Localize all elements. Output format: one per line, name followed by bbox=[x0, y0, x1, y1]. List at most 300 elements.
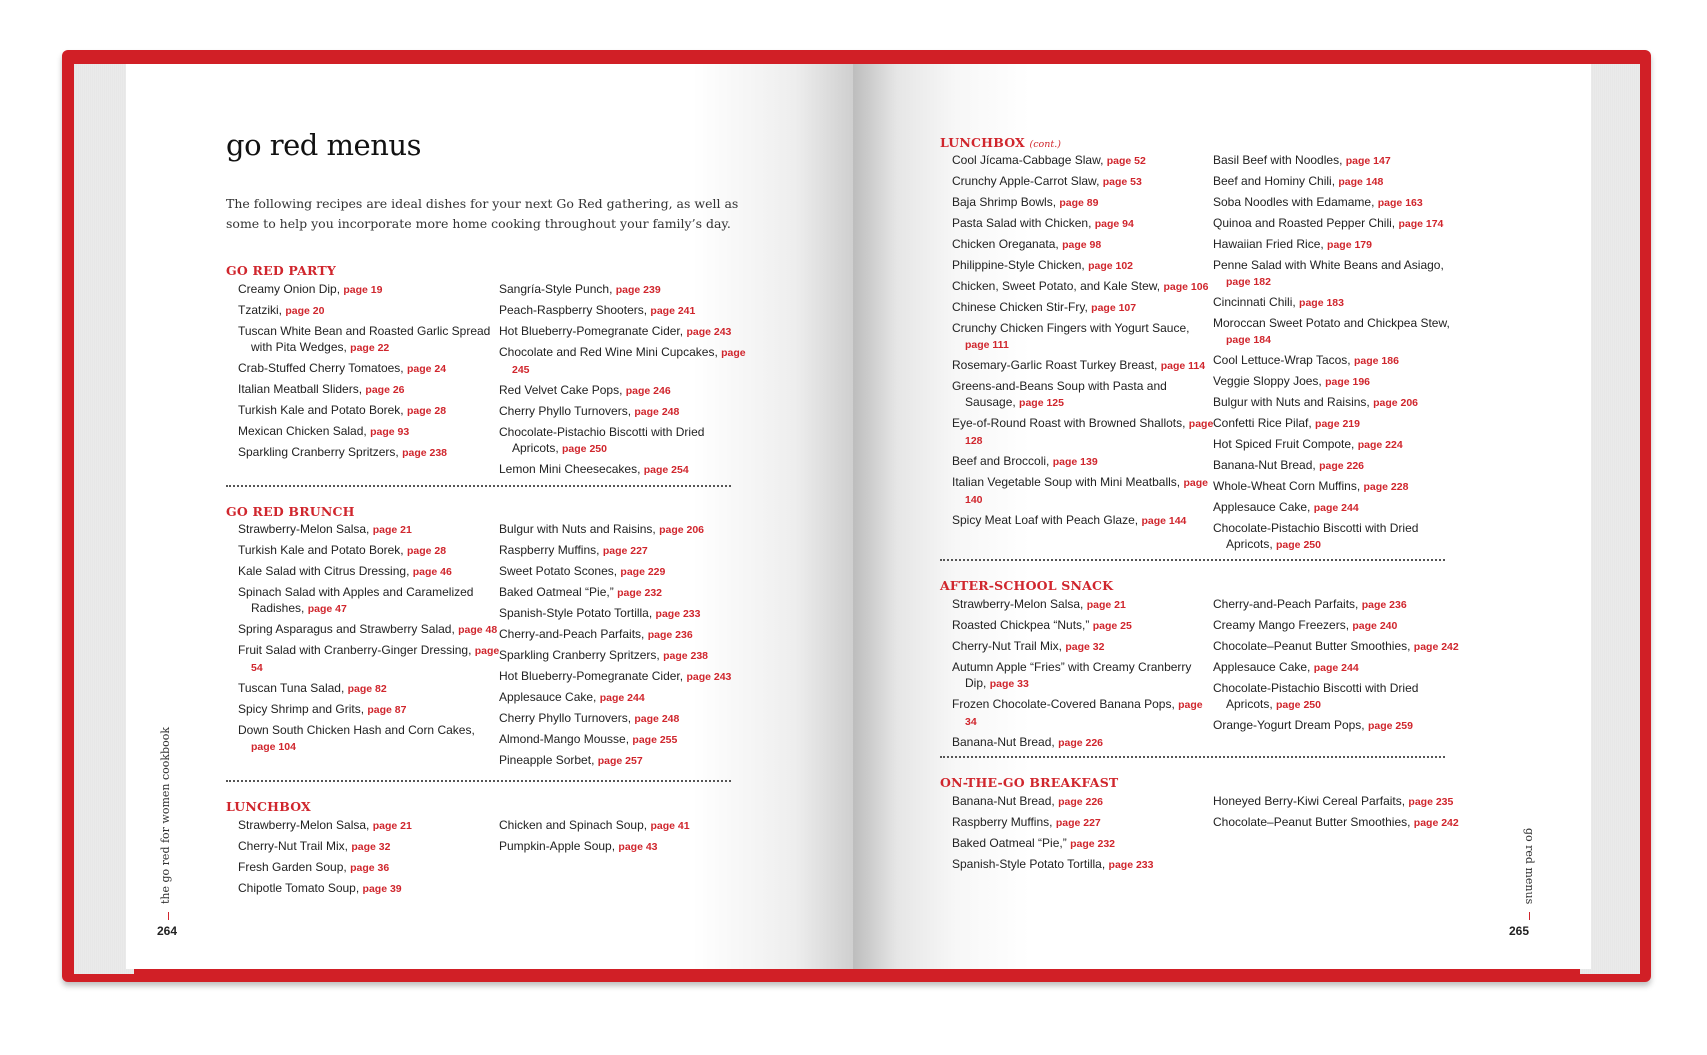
page-reference: page 128 bbox=[965, 418, 1214, 447]
recipe-entry bbox=[499, 281, 747, 298]
page-reference: page 250 bbox=[1276, 699, 1321, 711]
intro-text: The following recipes are ideal dishes for your next Go Red gathering, as well as some to help you incorporate more home cooking throughout your family’s day. bbox=[226, 196, 739, 231]
page-reference: page 47 bbox=[307, 603, 347, 615]
page-reference: page 32 bbox=[1065, 641, 1105, 653]
page-reference: page 245 bbox=[512, 347, 746, 376]
recipe-name: Pumpkin-Apple Soup, bbox=[499, 839, 619, 853]
page-reference: page 24 bbox=[406, 363, 447, 375]
recipe-name: Banana-Nut Bread, bbox=[952, 735, 1059, 749]
recipe-entry bbox=[499, 323, 747, 340]
recipe-entry bbox=[238, 423, 500, 440]
recipe-name: Chicken, Sweet Potato, and Kale Stew, bbox=[952, 279, 1164, 293]
page-title: go red menus bbox=[226, 128, 421, 162]
recipe-entry bbox=[952, 814, 1214, 831]
page-reference: page 125 bbox=[1019, 397, 1064, 409]
page-reference: page 34 bbox=[965, 699, 1203, 728]
page-reference: page 259 bbox=[1367, 720, 1413, 732]
recipe-entry bbox=[499, 302, 747, 319]
page-reference: page 163 bbox=[1377, 197, 1423, 209]
page-reference: page 43 bbox=[618, 841, 658, 853]
recipe-entry bbox=[952, 696, 1214, 730]
recipe-entry bbox=[952, 173, 1214, 190]
page-reference: page 232 bbox=[617, 587, 663, 599]
recipe-entry bbox=[238, 859, 500, 876]
recipe-name: Beef and Hominy Chili, bbox=[1213, 174, 1339, 188]
page-reference: page 87 bbox=[367, 704, 407, 716]
recipe-entry bbox=[1213, 294, 1461, 311]
running-title-mark bbox=[1529, 912, 1530, 920]
recipe-name: Strawberry-Melon Salsa, bbox=[238, 818, 373, 832]
recipe-entry bbox=[952, 320, 1214, 353]
recipe-entry bbox=[1213, 814, 1461, 831]
recipe-entry bbox=[952, 835, 1214, 852]
page-reference: page 114 bbox=[1160, 360, 1206, 372]
page-reference: page 39 bbox=[362, 883, 402, 895]
page-reference: page 48 bbox=[458, 624, 498, 636]
page-reference: page 46 bbox=[412, 566, 452, 578]
recipe-entry bbox=[499, 817, 747, 834]
recipe-entry bbox=[238, 360, 500, 377]
recipe-entry bbox=[1213, 315, 1461, 348]
recipe-entry bbox=[238, 281, 500, 298]
section-heading-lunchbox-cont bbox=[940, 135, 1061, 150]
recipe-name: Italian Vegetable Soup with Mini Meatballs, bbox=[952, 475, 1184, 489]
recipe-entry bbox=[952, 299, 1214, 316]
recipe-entry bbox=[952, 415, 1214, 449]
recipe-name: Greens-and-Beans Soup with Pasta and Sausage, bbox=[952, 379, 1167, 409]
section-heading-party: GO RED PARTY bbox=[226, 263, 337, 278]
recipe-name: Lemon Mini Cheesecakes, bbox=[499, 462, 644, 476]
page-reference: page 148 bbox=[1338, 176, 1384, 188]
recipe-name: Basil Beef with Noodles, bbox=[1213, 153, 1346, 167]
page-reference: page 25 bbox=[1092, 620, 1132, 632]
recipe-name: Whole-Wheat Corn Muffins, bbox=[1213, 479, 1364, 493]
snack-col2 bbox=[1213, 596, 1461, 738]
recipe-entry bbox=[238, 817, 500, 834]
recipe-entry bbox=[1213, 793, 1461, 810]
page-reference: page 243 bbox=[686, 326, 732, 338]
recipe-name: Spicy Meat Loaf with Peach Glaze, bbox=[952, 513, 1142, 527]
breakfast-col1 bbox=[952, 793, 1214, 877]
page-reference: page 206 bbox=[659, 524, 705, 536]
recipe-name: Cherry-Nut Trail Mix, bbox=[238, 839, 352, 853]
section-heading-breakfast: ON-THE-GO BREAKFAST bbox=[940, 775, 1119, 790]
page-reference: page 257 bbox=[597, 755, 643, 767]
recipe-entry bbox=[952, 378, 1214, 411]
recipe-entry bbox=[499, 752, 747, 769]
recipe-entry bbox=[952, 512, 1214, 529]
recipe-name: Creamy Onion Dip, bbox=[238, 282, 344, 296]
recipe-entry bbox=[499, 626, 747, 643]
page-reference: page 244 bbox=[599, 692, 645, 704]
section-divider bbox=[940, 559, 1445, 561]
recipe-entry bbox=[499, 542, 747, 559]
recipe-name: Spicy Shrimp and Grits, bbox=[238, 702, 368, 716]
recipe-entry bbox=[1213, 499, 1461, 516]
page-reference: page 255 bbox=[632, 734, 678, 746]
page-reference: page 21 bbox=[372, 524, 412, 536]
recipe-entry bbox=[1213, 717, 1461, 734]
recipe-name: Cool Jícama-Cabbage Slaw, bbox=[952, 153, 1107, 167]
right-page bbox=[853, 64, 1591, 969]
recipe-name: Eye-of-Round Roast with Browned Shallots, bbox=[952, 416, 1189, 430]
recipe-name: Cherry-and-Peach Parfaits, bbox=[1213, 597, 1362, 611]
page-reference: page 28 bbox=[406, 545, 447, 557]
page-reference: page 242 bbox=[1413, 641, 1459, 653]
recipe-name: Applesauce Cake, bbox=[499, 690, 600, 704]
recipe-entry bbox=[1213, 352, 1461, 369]
recipe-name: Red Velvet Cake Pops, bbox=[499, 383, 626, 397]
page-reference: page 226 bbox=[1319, 460, 1365, 472]
page-reference: page 229 bbox=[620, 566, 666, 578]
recipe-name: Sweet Potato Scones, bbox=[499, 564, 621, 578]
recipe-name: Tuscan White Bean and Roasted Garlic Spread with Pita Wedges, bbox=[238, 324, 491, 354]
recipe-name: Rosemary-Garlic Roast Turkey Breast, bbox=[952, 358, 1161, 372]
recipe-name: Chocolate-Pistachio Biscotti with Dried Apricots, bbox=[499, 425, 705, 455]
recipe-name: Soba Noodles with Edamame, bbox=[1213, 195, 1378, 209]
lunchbox-col1 bbox=[238, 817, 500, 901]
recipe-entry bbox=[952, 357, 1214, 374]
recipe-name: Crunchy Apple-Carrot Slaw, bbox=[952, 174, 1103, 188]
recipe-name: Applesauce Cake, bbox=[1213, 660, 1314, 674]
running-title-mark bbox=[168, 912, 169, 920]
recipe-name: Pasta Salad with Chicken, bbox=[952, 216, 1095, 230]
recipe-entry bbox=[499, 461, 747, 478]
recipe-entry bbox=[1213, 152, 1461, 169]
page-reference: page 53 bbox=[1102, 176, 1142, 188]
recipe-entry bbox=[499, 689, 747, 706]
recipe-name: Moroccan Sweet Potato and Chickpea Stew, bbox=[1213, 316, 1450, 330]
recipe-name: Creamy Mango Freezers, bbox=[1213, 618, 1353, 632]
running-title: go red menus bbox=[1523, 828, 1536, 905]
page-reference: page 102 bbox=[1088, 260, 1134, 272]
recipe-entry bbox=[238, 584, 500, 617]
recipe-name: Sparkling Cranberry Spritzers, bbox=[499, 648, 664, 662]
recipe-entry bbox=[1213, 257, 1461, 290]
recipe-name: Philippine-Style Chicken, bbox=[952, 258, 1089, 272]
recipe-name: Honeyed Berry-Kiwi Cereal Parfaits, bbox=[1213, 794, 1409, 808]
recipe-entry bbox=[952, 257, 1214, 274]
lunchbox-cont-col1 bbox=[952, 152, 1214, 533]
recipe-entry bbox=[1213, 436, 1461, 453]
recipe-entry bbox=[1213, 215, 1461, 232]
recipe-name: Chocolate–Peanut Butter Smoothies, bbox=[1213, 639, 1414, 653]
recipe-entry bbox=[238, 701, 500, 718]
page-reference: page 89 bbox=[1059, 197, 1099, 209]
lunchbox-col2 bbox=[499, 817, 747, 859]
recipe-name: Almond-Mango Mousse, bbox=[499, 732, 633, 746]
page-reference: page 242 bbox=[1413, 817, 1459, 829]
page-reference: page 182 bbox=[1226, 276, 1271, 288]
recipe-entry bbox=[499, 668, 747, 685]
breakfast-col2 bbox=[1213, 793, 1461, 835]
recipe-entry bbox=[1213, 659, 1461, 676]
recipe-name: Raspberry Muffins, bbox=[952, 815, 1056, 829]
page-reference: page 140 bbox=[965, 477, 1208, 506]
page-reference: page 227 bbox=[602, 545, 648, 557]
recipe-entry bbox=[952, 474, 1214, 508]
recipe-entry bbox=[1213, 680, 1461, 713]
page-reference: page 139 bbox=[1052, 456, 1098, 468]
left-page bbox=[126, 64, 853, 969]
recipe-name: Cherry-and-Peach Parfaits, bbox=[499, 627, 648, 641]
page-reference: page 147 bbox=[1345, 155, 1391, 167]
recipe-name: Hot Blueberry-Pomegranate Cider, bbox=[499, 324, 687, 338]
recipe-entry bbox=[499, 605, 747, 622]
page-reference: page 174 bbox=[1398, 218, 1444, 230]
recipe-entry bbox=[499, 710, 747, 727]
page-number: 264 bbox=[157, 924, 178, 938]
recipe-entry bbox=[499, 382, 747, 399]
page-reference: page 226 bbox=[1058, 737, 1104, 749]
recipe-name: Frozen Chocolate-Covered Banana Pops, bbox=[952, 697, 1179, 711]
page-reference: page 238 bbox=[663, 650, 709, 662]
page-reference: page 250 bbox=[562, 443, 607, 455]
recipe-entry bbox=[952, 194, 1214, 211]
recipe-entry bbox=[499, 563, 747, 580]
section-heading-text: LUNCHBOX bbox=[940, 135, 1025, 150]
page-reference: page 227 bbox=[1055, 817, 1101, 829]
recipe-name: Chipotle Tomato Soup, bbox=[238, 881, 363, 895]
page-reference: page 28 bbox=[406, 405, 447, 417]
recipe-entry bbox=[1213, 373, 1461, 390]
page-reference: page 52 bbox=[1106, 155, 1146, 167]
recipe-entry bbox=[1213, 617, 1461, 634]
recipe-name: Crunchy Chicken Fingers with Yogurt Sauce, bbox=[952, 321, 1190, 335]
page-reference: page 241 bbox=[650, 305, 696, 317]
recipe-name: Confetti Rice Pilaf, bbox=[1213, 416, 1316, 430]
recipe-entry bbox=[952, 215, 1214, 232]
recipe-name: Veggie Sloppy Joes, bbox=[1213, 374, 1326, 388]
recipe-name: Spring Asparagus and Strawberry Salad, bbox=[238, 622, 459, 636]
recipe-name: Banana-Nut Bread, bbox=[1213, 458, 1320, 472]
continued-note: (cont.) bbox=[1029, 139, 1061, 150]
page-reference: page 246 bbox=[625, 385, 671, 397]
recipe-name: Baked Oatmeal “Pie,” bbox=[952, 836, 1071, 850]
recipe-name: Cherry Phyllo Turnovers, bbox=[499, 404, 635, 418]
recipe-entry bbox=[952, 659, 1214, 692]
lunchbox-cont-col2 bbox=[1213, 152, 1461, 557]
recipe-name: Pineapple Sorbet, bbox=[499, 753, 598, 767]
recipe-entry bbox=[238, 642, 500, 676]
page-reference: page 106 bbox=[1163, 281, 1209, 293]
recipe-name: Turkish Kale and Potato Borek, bbox=[238, 543, 407, 557]
page-reference: page 22 bbox=[350, 342, 390, 354]
recipe-name: Cherry-Nut Trail Mix, bbox=[952, 639, 1066, 653]
recipe-name: Hot Spiced Fruit Compote, bbox=[1213, 437, 1358, 451]
recipe-entry bbox=[1213, 596, 1461, 613]
brunch-col1 bbox=[238, 521, 500, 759]
recipe-name: Chocolate-Pistachio Biscotti with Dried Apricots, bbox=[1213, 681, 1419, 711]
page-reference: page 26 bbox=[365, 384, 405, 396]
section-divider bbox=[226, 780, 731, 782]
page-reference: page 244 bbox=[1313, 502, 1359, 514]
page-reference: page 82 bbox=[347, 683, 387, 695]
page-reference: page 206 bbox=[1373, 397, 1419, 409]
page-reference: page 236 bbox=[647, 629, 693, 641]
page-reference: page 235 bbox=[1408, 796, 1454, 808]
page-reference: page 104 bbox=[251, 741, 296, 753]
recipe-name: Chocolate–Peanut Butter Smoothies, bbox=[1213, 815, 1414, 829]
recipe-name: Kale Salad with Citrus Dressing, bbox=[238, 564, 413, 578]
page-reference: page 107 bbox=[1091, 302, 1137, 314]
recipe-name: Bulgur with Nuts and Raisins, bbox=[499, 522, 660, 536]
page-reference: page 238 bbox=[402, 447, 448, 459]
recipe-name: Spanish-Style Potato Tortilla, bbox=[952, 857, 1109, 871]
recipe-entry bbox=[238, 402, 500, 419]
recipe-entry bbox=[952, 734, 1214, 751]
recipe-entry bbox=[238, 722, 500, 755]
page-reference: page 232 bbox=[1070, 838, 1116, 850]
recipe-entry bbox=[499, 731, 747, 748]
recipe-entry bbox=[238, 381, 500, 398]
page-reference: page 20 bbox=[285, 305, 325, 317]
page-reference: page 244 bbox=[1313, 662, 1359, 674]
recipe-entry bbox=[952, 856, 1214, 873]
recipe-name: Roasted Chickpea “Nuts,” bbox=[952, 618, 1093, 632]
page-reference: page 243 bbox=[686, 671, 732, 683]
party-col1 bbox=[238, 281, 500, 465]
page-reference: page 111 bbox=[965, 339, 1009, 351]
running-title: the go red for women cookbook bbox=[159, 726, 172, 904]
brunch-col2 bbox=[499, 521, 747, 773]
recipe-entry bbox=[1213, 457, 1461, 474]
recipe-name: Bulgur with Nuts and Raisins, bbox=[1213, 395, 1374, 409]
recipe-name: Spinach Salad with Apples and Caramelized Radishes, bbox=[238, 585, 474, 615]
recipe-entry bbox=[238, 542, 500, 559]
recipe-name: Spanish-Style Potato Tortilla, bbox=[499, 606, 656, 620]
page-reference: page 226 bbox=[1058, 796, 1104, 808]
snack-col1 bbox=[952, 596, 1214, 755]
recipe-name: Applesauce Cake, bbox=[1213, 500, 1314, 514]
page-reference: page 196 bbox=[1325, 376, 1371, 388]
page-reference: page 21 bbox=[372, 820, 412, 832]
recipe-entry bbox=[238, 521, 500, 538]
recipe-name: Fresh Garden Soup, bbox=[238, 860, 351, 874]
recipe-name: Hot Blueberry-Pomegranate Cider, bbox=[499, 669, 687, 683]
recipe-name: Cool Lettuce-Wrap Tacos, bbox=[1213, 353, 1354, 367]
page-reference: page 254 bbox=[643, 464, 689, 476]
recipe-entry bbox=[499, 424, 747, 457]
page-number: 265 bbox=[1509, 924, 1530, 938]
recipe-name: Chocolate and Red Wine Mini Cupcakes, bbox=[499, 345, 722, 359]
page-reference: page 219 bbox=[1315, 418, 1360, 430]
recipe-entry bbox=[238, 323, 500, 356]
page-reference: page 21 bbox=[1086, 599, 1126, 611]
recipe-name: Penne Salad with White Beans and Asiago, bbox=[1213, 258, 1444, 272]
recipe-name: Orange-Yogurt Dream Pops, bbox=[1213, 718, 1368, 732]
recipe-entry bbox=[1213, 236, 1461, 253]
recipe-entry bbox=[952, 596, 1214, 613]
recipe-entry bbox=[238, 444, 500, 461]
page-reference: page 233 bbox=[1108, 859, 1154, 871]
page-reference: page 41 bbox=[650, 820, 690, 832]
recipe-entry bbox=[1213, 415, 1461, 432]
recipe-name: Chocolate-Pistachio Biscotti with Dried Apricots, bbox=[1213, 521, 1419, 551]
recipe-name: Autumn Apple “Fries” with Creamy Cranberry Dip, bbox=[952, 660, 1192, 690]
recipe-entry bbox=[1213, 173, 1461, 190]
recipe-entry bbox=[238, 680, 500, 697]
recipe-name: Turkish Kale and Potato Borek, bbox=[238, 403, 407, 417]
recipe-name: Sparkling Cranberry Spritzers, bbox=[238, 445, 403, 459]
page-reference: page 186 bbox=[1353, 355, 1399, 367]
recipe-entry bbox=[952, 453, 1214, 470]
recipe-entry bbox=[499, 521, 747, 538]
recipe-entry bbox=[1213, 194, 1461, 211]
page-reference: page 236 bbox=[1361, 599, 1407, 611]
page-reference: page 248 bbox=[634, 406, 680, 418]
recipe-name: Tuscan Tuna Salad, bbox=[238, 681, 348, 695]
recipe-name: Strawberry-Melon Salsa, bbox=[952, 597, 1087, 611]
recipe-name: Chicken and Spinach Soup, bbox=[499, 818, 651, 832]
recipe-name: Chicken Oreganata, bbox=[952, 237, 1063, 251]
recipe-entry bbox=[499, 344, 747, 378]
page-reference: page 248 bbox=[634, 713, 680, 725]
recipe-entry bbox=[238, 563, 500, 580]
recipe-name: Raspberry Muffins, bbox=[499, 543, 603, 557]
recipe-entry bbox=[952, 617, 1214, 634]
page-reference: page 233 bbox=[655, 608, 701, 620]
recipe-entry bbox=[499, 647, 747, 664]
recipe-entry bbox=[1213, 520, 1461, 553]
page-reference: page 98 bbox=[1062, 239, 1102, 251]
page-reference: page 184 bbox=[1226, 334, 1271, 346]
page-reference: page 179 bbox=[1327, 239, 1372, 251]
recipe-name: Crab-Stuffed Cherry Tomatoes, bbox=[238, 361, 407, 375]
recipe-entry bbox=[499, 838, 747, 855]
recipe-name: Mexican Chicken Salad, bbox=[238, 424, 371, 438]
recipe-entry bbox=[1213, 478, 1461, 495]
recipe-entry bbox=[952, 152, 1214, 169]
page-reference: page 224 bbox=[1357, 439, 1403, 451]
recipe-entry bbox=[499, 403, 747, 420]
page-reference: page 183 bbox=[1299, 297, 1344, 309]
recipe-entry bbox=[952, 278, 1214, 295]
page-reference: page 54 bbox=[251, 645, 500, 674]
page-reference: page 250 bbox=[1276, 539, 1321, 551]
page-reference: page 240 bbox=[1352, 620, 1398, 632]
section-divider bbox=[940, 756, 1445, 758]
page-reference: page 32 bbox=[351, 841, 391, 853]
recipe-entry bbox=[499, 584, 747, 601]
recipe-entry bbox=[952, 638, 1214, 655]
section-heading-lunchbox: LUNCHBOX bbox=[226, 799, 311, 814]
recipe-entry bbox=[238, 621, 500, 638]
recipe-name: Cincinnati Chili, bbox=[1213, 295, 1300, 309]
page-reference: page 228 bbox=[1363, 481, 1409, 493]
party-col2 bbox=[499, 281, 747, 482]
recipe-name: Beef and Broccoli, bbox=[952, 454, 1053, 468]
recipe-entry bbox=[952, 793, 1214, 810]
recipe-name: Fruit Salad with Cranberry-Ginger Dressing, bbox=[238, 643, 475, 657]
page-reference: page 36 bbox=[350, 862, 390, 874]
recipe-entry bbox=[238, 880, 500, 897]
section-heading-snack: AFTER-SCHOOL SNACK bbox=[940, 578, 1114, 593]
recipe-entry bbox=[238, 838, 500, 855]
page-reference: page 33 bbox=[989, 678, 1029, 690]
recipe-name: Italian Meatball Sliders, bbox=[238, 382, 366, 396]
recipe-entry bbox=[1213, 638, 1461, 655]
page-edges-left bbox=[74, 64, 134, 974]
recipe-entry bbox=[238, 302, 500, 319]
recipe-name: Strawberry-Melon Salsa, bbox=[238, 522, 373, 536]
recipe-name: Sangría-Style Punch, bbox=[499, 282, 616, 296]
section-heading-brunch: GO RED BRUNCH bbox=[226, 504, 355, 519]
recipe-name: Hawaiian Fried Rice, bbox=[1213, 237, 1328, 251]
recipe-name: Banana-Nut Bread, bbox=[952, 794, 1059, 808]
recipe-name: Chinese Chicken Stir-Fry, bbox=[952, 300, 1092, 314]
recipe-name: Tzatziki, bbox=[238, 303, 286, 317]
